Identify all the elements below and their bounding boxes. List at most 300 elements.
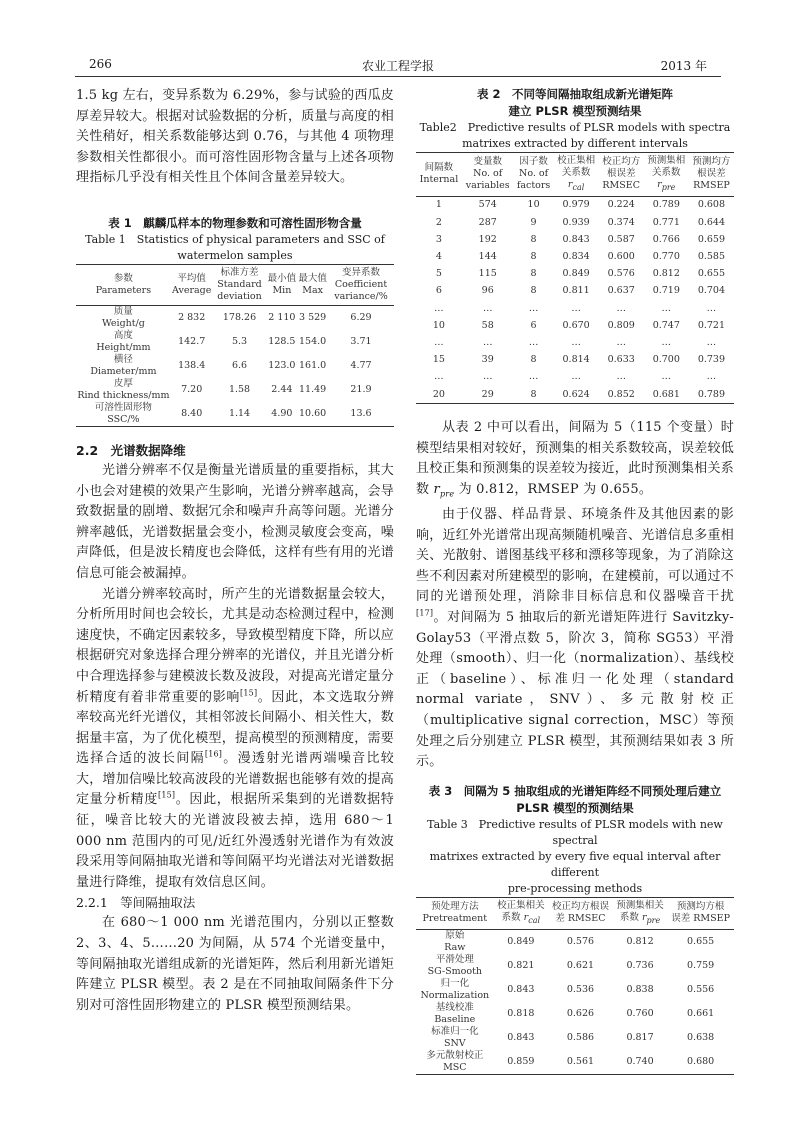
table2-cell: 0.637 xyxy=(607,285,635,297)
table1-header-cell xyxy=(267,264,298,305)
paragraph-resolution: 光谱分辨率不仅是衡量光谱质量的重要指标，其大小也会对建模的效果产生影响，光谱分辨率越高，会导致数据量的剧增、数据冗余和噪声升高等问题。光谱分辨率越低，光谱数据量会变小，检测灵敏度会变高，噪声降低，但是波长精度也会降低，这样有些有用的光谱信息可能会被漏掉。 xyxy=(76,462,394,581)
table2-cell: 287 xyxy=(478,216,497,228)
symbol-r: r xyxy=(433,481,440,497)
right-column xyxy=(416,86,734,1075)
header-line-1: 预测集相 xyxy=(647,155,686,166)
table2-cell: 0.704 xyxy=(697,285,726,297)
table1-value-cell: 128.5 xyxy=(268,335,296,347)
param-en: Rind thickness/mm xyxy=(77,389,170,401)
table3-row xyxy=(416,978,734,1002)
table2-cell: … xyxy=(571,371,581,383)
table1-header-cell xyxy=(171,264,213,305)
table3-value-cell: 0.736 xyxy=(626,959,654,971)
table1-value-cell: 6.6 xyxy=(231,359,248,371)
table1-value-cell: 1.58 xyxy=(228,383,251,395)
header-line-1: 间隔数 xyxy=(424,162,454,174)
table1-value-cell: 138.4 xyxy=(178,359,206,371)
table1-header-cell xyxy=(328,264,394,305)
header-subscript: cal xyxy=(572,182,585,192)
table3-row xyxy=(416,1050,734,1075)
table2-row xyxy=(416,231,734,248)
table2-cell: … xyxy=(616,371,626,383)
header-line-2: No. of xyxy=(519,168,549,180)
table3-method-cell xyxy=(416,954,494,978)
table2-caption-en-1: Table2 Predictive results of PLSR models with spectra xyxy=(419,121,731,134)
table1-row xyxy=(76,354,394,378)
table3-value-cell: 0.556 xyxy=(687,983,715,995)
table3-caption-en-1: Table 3 Predictive results of PLSR models with new spectral xyxy=(427,817,723,847)
table2-cell: 0.670 xyxy=(562,319,590,331)
method-en: SNV xyxy=(443,1037,466,1049)
table3-method-cell xyxy=(416,929,494,954)
table3-value-cell: 0.561 xyxy=(548,1050,613,1075)
table1-value-cell: 4.90 xyxy=(267,402,298,427)
header-cn: 最小值 xyxy=(267,272,297,284)
symbol-subscript: pre xyxy=(439,489,455,499)
table1-value-cell: 123.0 xyxy=(268,359,296,371)
header-cn: 变异系数 xyxy=(341,266,380,278)
table2-cell: 0.719 xyxy=(652,285,680,297)
table3-caption-cn-2: PLSR 模型的预测结果 xyxy=(516,800,634,815)
table3-value-cell: 0.680 xyxy=(667,1050,734,1075)
paragraph-preprocessing xyxy=(416,505,734,773)
table2-cell: 29 xyxy=(462,386,514,404)
table1-value-cell: 2.44 xyxy=(271,383,293,395)
table3-value-cell: 0.838 xyxy=(626,983,654,995)
citation-17: [17] xyxy=(416,608,434,618)
table3-method-cell xyxy=(416,978,494,1002)
header-line-1: 预测均方根 xyxy=(676,901,725,913)
header-en: Average xyxy=(171,284,212,296)
table2-cell: 8 xyxy=(530,268,537,280)
table1-row xyxy=(76,330,394,354)
table2-cell: 0.771 xyxy=(652,216,680,228)
table1-value-cell: 178.26 xyxy=(222,311,257,323)
header-line-3: RMSEP xyxy=(693,180,730,192)
header-line-3: factors xyxy=(516,180,551,192)
table2-cell: … xyxy=(706,302,717,314)
table1-row xyxy=(76,378,394,402)
table2-cell: … xyxy=(661,371,672,383)
table1-value-cell: 10.60 xyxy=(297,402,328,427)
table2-cell: 0.812 xyxy=(652,268,680,280)
table2-cell: 115 xyxy=(478,268,497,280)
paragraph-resolution-high xyxy=(76,585,394,894)
table1-row xyxy=(76,402,394,427)
table2-cell: … xyxy=(616,336,626,348)
table1-param-cell xyxy=(76,402,171,427)
table2-row xyxy=(416,196,734,214)
table1-value-cell: 142.7 xyxy=(178,335,206,347)
table2-cell: 0.739 xyxy=(697,354,726,366)
table1-header-cell xyxy=(76,264,171,305)
table1 xyxy=(76,264,394,427)
citation-16: [16] xyxy=(204,749,223,759)
table1-value-cell: 8.40 xyxy=(171,402,213,427)
method-en: Baseline xyxy=(434,1013,476,1025)
table2-caption-cn-2: 建立 PLSR 模型预测结果 xyxy=(508,104,642,118)
table2-cell: 0.576 xyxy=(607,268,635,280)
table1-header-cell xyxy=(213,264,267,305)
table2-header-cell xyxy=(514,153,554,197)
table2-cell: … xyxy=(706,371,717,383)
journal-year: 2013 年 xyxy=(660,59,707,73)
table1-value-cell: 3.71 xyxy=(350,335,372,347)
text-span: 。漫透射光谱两端噪音比较大，增加信噪比较高波段的光谱数据也能够有效的提高定量分析精度 xyxy=(76,751,394,808)
table3-header-cell xyxy=(494,897,548,929)
table2-row xyxy=(416,266,734,283)
param-en: Weight/g xyxy=(101,317,145,329)
header-subscript: pre xyxy=(646,915,661,925)
header-line-1: 校正集相 xyxy=(557,155,596,166)
table2-cell: … xyxy=(528,336,539,348)
header-line-1: 预处理方法 xyxy=(431,901,479,913)
header-cn: 参数 xyxy=(113,272,133,284)
table2-header-cell xyxy=(644,153,689,197)
table2-cell: 6 xyxy=(435,285,442,297)
table2-cell: 2 xyxy=(435,216,442,228)
table2-cell: … xyxy=(661,336,672,348)
table2-row xyxy=(416,317,734,334)
table2-cell: 0.809 xyxy=(607,319,635,331)
header-line-1: 校正均方 xyxy=(602,156,641,168)
table2-cell: 0.700 xyxy=(652,354,680,366)
table2-cell: 0.814 xyxy=(562,354,590,366)
table3-value-cell: 0.655 xyxy=(687,935,715,947)
header-line-1: 预测均方 xyxy=(692,156,731,168)
table1-value-cell: 13.6 xyxy=(328,402,394,427)
table2-cell: 192 xyxy=(478,233,497,245)
table1-value-cell: 5.3 xyxy=(231,335,248,347)
citation-15: [15] xyxy=(240,688,258,698)
text-span: 。对间隔为 5 抽取后的新光谱矩阵进行 Savitzky-Golay53（平滑点数 5，阶次 3，简称 SG53）平滑处理（smooth）、归一化（normalization）、基线校正（baseline）、标准归一化处理（standard normal variate，SNV）、多元散射校正（multiplicative signal correction，MSC）等预处理之后分别建立 PLSR 模型，其预测结果如表 3 所示。 xyxy=(416,610,734,770)
table2-cell: 58 xyxy=(481,319,494,331)
table1-value-cell: 7.20 xyxy=(181,383,203,395)
table3-caption-en-3: pre-processing methods xyxy=(507,881,643,895)
table2-cell: 8 xyxy=(530,354,537,366)
table2-header-cell xyxy=(689,153,734,197)
table2-cell: 8 xyxy=(530,233,537,245)
header-line-3: r xyxy=(657,179,662,190)
method-en: MSC xyxy=(443,1061,467,1073)
table2-cell: 0.789 xyxy=(652,199,680,211)
header-en: Min xyxy=(272,284,292,296)
table2-cell: 0.979 xyxy=(562,199,590,211)
table1-param-cell xyxy=(76,354,171,378)
header-cn: 最大值 xyxy=(298,272,327,284)
param-cn: 皮厚 xyxy=(113,377,133,389)
method-cn: 基线校准 xyxy=(435,1001,474,1013)
text-span: 从表 2 中可以看出，间隔为 5（115 个变量）时模型结果相对较好，预测集的相关系数较高，误差较低且校正集和预测集的误差较为接近，此时预测集相关系数 xyxy=(416,420,734,497)
table1-value-cell: 6.29 xyxy=(350,311,372,323)
method-en: Raw xyxy=(444,941,466,953)
method-cn: 原始 xyxy=(445,929,465,941)
table3-value-cell: 0.576 xyxy=(566,935,595,947)
table3-row xyxy=(416,1026,734,1050)
page-header xyxy=(75,56,721,77)
table2-cell: 0.633 xyxy=(607,354,635,366)
table2-cell: 0.939 xyxy=(562,216,590,228)
table1-value-cell: 21.9 xyxy=(350,383,372,395)
table3-value-cell: 0.849 xyxy=(507,935,535,947)
header-symbol: r xyxy=(523,911,529,923)
table2-cell: 8 xyxy=(514,386,554,404)
method-cn: 平滑处理 xyxy=(435,953,474,965)
table3-value-cell: 0.859 xyxy=(494,1050,548,1075)
table2-cell: 0.834 xyxy=(562,251,590,263)
table2-cell: … xyxy=(706,336,717,348)
header-line-1: 预测集相关 xyxy=(616,899,664,911)
table3-value-cell: 0.536 xyxy=(566,983,595,995)
table2-cell: 8 xyxy=(530,251,537,263)
text-span: 光谱分辨率较高时，所产生的光谱数据量会较大，分析所用时间也会较长，尤其是动态检测过程中，检测速度快，不确定因素较多，导致模型精度下降，所以应根据研究对象选择合理分辨率的光谱仪，并且光谱分析中合理选择参与建模波长数及波段，对提高光谱定量分析精度有着非常重要的影响 xyxy=(76,586,394,705)
table2-cell: 4 xyxy=(435,251,442,263)
table2-cell: 0.600 xyxy=(607,251,635,263)
table2-cell: … xyxy=(434,371,444,383)
table2-cell: 10 xyxy=(527,199,540,211)
paragraph-intro: 1.5 kg 左右，变异系数为 6.29%，参与试验的西瓜皮厚差异较大。根据对试验数据的分析，质量与高度的相关性稍好，相关系数能够达到 0.76，与其他 4 项物理参数相关性都很小。而可溶性固形物含量与上述各项物理指标几乎没有相关性且个体间含量差异较大。 xyxy=(76,88,394,186)
param-en: Height/mm xyxy=(96,341,151,353)
header-en: Max xyxy=(302,284,323,296)
left-column xyxy=(76,86,394,1016)
table2-cell: 0.852 xyxy=(599,386,644,404)
table2-cell: 144 xyxy=(478,251,497,263)
table2-row xyxy=(416,334,734,351)
table2-row xyxy=(416,369,734,386)
table2-cell: … xyxy=(482,371,493,383)
table2-cell: 0.849 xyxy=(562,268,590,280)
table1-param-cell xyxy=(76,305,171,330)
table2-row xyxy=(416,248,734,265)
method-en: Normalization xyxy=(420,989,490,1001)
header-cn: 平均值 xyxy=(177,272,206,284)
table2-cell: 15 xyxy=(432,354,445,366)
table3-value-cell: 0.661 xyxy=(687,1007,715,1019)
table1-param-cell xyxy=(76,378,171,402)
header-cn: 标准方差 xyxy=(220,266,259,278)
table1-value-cell: 4.77 xyxy=(350,359,372,371)
page-number: 266 xyxy=(89,57,112,71)
table2-cell: 0.766 xyxy=(652,233,680,245)
table3-value-cell: 0.740 xyxy=(613,1050,667,1075)
table3-value-cell: 0.759 xyxy=(687,959,715,971)
param-cn: 横径 xyxy=(113,353,133,365)
table2-cell: 0.811 xyxy=(562,285,590,297)
table2-cell: … xyxy=(661,302,672,314)
table1-value-cell: 3 529 xyxy=(299,311,327,323)
table1-value-cell: 11.49 xyxy=(299,383,327,395)
method-cn: 标准归一化 xyxy=(431,1025,479,1037)
table1-caption-en-2: watermelon samples xyxy=(177,248,293,262)
header-line-3: RMSEC xyxy=(602,180,640,192)
header-line-2: 关系数 xyxy=(561,167,591,178)
text-span: 。因此，本文选取分辨率较高光纤光谱仪，其相邻波长间隔小、相关性大，数据量丰富，为了优化模型，提高模型的预测精度，需要选择合适的波长间隔 xyxy=(76,689,394,767)
table3-value-cell: 0.818 xyxy=(507,1007,535,1019)
table2-block xyxy=(416,86,734,404)
table2-cell: … xyxy=(571,302,581,314)
table2-header-cell xyxy=(554,153,599,197)
header-en: Standard deviation xyxy=(217,278,262,302)
table3-value-cell: 0.586 xyxy=(566,1031,595,1043)
table2-cell: … xyxy=(434,302,444,314)
table2-cell: 8 xyxy=(530,285,537,297)
table2-row xyxy=(416,352,734,369)
param-en: Diameter/mm xyxy=(90,365,157,377)
table2 xyxy=(416,152,734,404)
table2-caption-cn-1: 表 2 不同等间隔抽取组成新光谱矩阵 xyxy=(476,87,673,101)
table2-cell: 0.585 xyxy=(697,251,726,263)
table2-cell: 96 xyxy=(481,285,494,297)
table1-param-cell xyxy=(76,330,171,354)
table2-cell: … xyxy=(528,371,539,383)
table1-value-cell: 1.14 xyxy=(213,402,267,427)
header-line-1: 校正集相关 xyxy=(497,899,545,911)
table2-row xyxy=(416,300,734,317)
table2-cell: … xyxy=(482,336,493,348)
table2-cell: 1 xyxy=(435,199,442,211)
header-subscript: cal xyxy=(528,915,541,925)
journal-name: 农业工程学报 xyxy=(361,59,434,73)
table3-header-cell xyxy=(548,897,613,929)
table2-cell: … xyxy=(482,302,493,314)
table2-cell: 5 xyxy=(435,268,442,280)
header-line-2: 系数 xyxy=(501,911,524,923)
table2-header-cell xyxy=(416,153,462,197)
section-heading-2-2: 2.2 光谱数据降维 xyxy=(76,442,186,458)
table3-value-cell: 0.812 xyxy=(626,935,654,947)
table3-header-cell xyxy=(613,897,667,929)
table3-block xyxy=(416,783,734,1075)
header-line-2: 关系数 xyxy=(652,167,681,178)
header-line-1: 变量数 xyxy=(473,156,502,168)
table1-caption-cn: 表 1 麒麟瓜样本的物理参数和可溶性固形物含量 xyxy=(108,215,362,230)
table1-block xyxy=(76,215,394,427)
table2-cell: 0.681 xyxy=(644,386,689,404)
table3-value-cell: 0.760 xyxy=(626,1007,654,1019)
header-subscript: pre xyxy=(661,182,676,192)
header-line-3: variables xyxy=(465,180,510,192)
table2-header-cell xyxy=(462,153,514,197)
table2-cell: 0.721 xyxy=(697,319,726,331)
table1-row xyxy=(76,305,394,330)
table3-method-cell xyxy=(416,1002,494,1026)
table3-value-cell: 0.626 xyxy=(566,1007,595,1019)
table2-cell: … xyxy=(528,302,539,314)
header-line-2: 误差 RMSEP xyxy=(671,913,730,925)
table2-row xyxy=(416,214,734,231)
table3-header-cell xyxy=(416,897,494,929)
header-line-2: Internal xyxy=(419,174,459,186)
header-line-1: 因子数 xyxy=(519,156,548,168)
param-cn: 质量 xyxy=(113,305,133,317)
table2-cell: 6 xyxy=(530,319,537,331)
table2-cell: 0.789 xyxy=(689,386,734,404)
table2-cell: 0.587 xyxy=(607,233,635,245)
header-en: Coefficient variance/% xyxy=(334,278,388,302)
table2-cell: 39 xyxy=(481,354,494,366)
text-span: 。因此，根据所采集到的光谱数据特征，噪音比较大的光谱波段被去掉，选用 680～1 000 nm 范围内的可见/近红外漫透射光谱作为有效波段采用等间隔抽取光谱和等间隔平均光谱法对光谱数据量进行降维，提取有效信息区间。 xyxy=(76,792,394,890)
header-line-2: 根误差 xyxy=(606,168,636,180)
table3-header-cell xyxy=(667,897,734,929)
table2-header-cell xyxy=(599,153,644,197)
table2-cell: 0.770 xyxy=(652,251,680,263)
table3-value-cell: 0.621 xyxy=(566,959,595,971)
param-cn: 可溶性固形物 xyxy=(94,401,152,413)
table3-value-cell: 0.638 xyxy=(687,1031,715,1043)
header-line-1: 校正均方根误 xyxy=(551,901,609,913)
table1-value-cell: 2 832 xyxy=(178,311,206,323)
header-line-2: Pretreatment xyxy=(422,913,488,925)
header-line-3: r xyxy=(567,179,573,190)
table3-value-cell: 0.843 xyxy=(507,983,535,995)
header-symbol: r xyxy=(641,911,647,923)
table3-method-cell xyxy=(416,1050,494,1075)
table2-cell: 10 xyxy=(432,319,445,331)
table1-caption-en-1: Table 1 Statistics of physical parameters and SSC of xyxy=(85,232,385,246)
table2-cell: … xyxy=(571,336,581,348)
table2-caption-en-2: matrixes extracted by different intervals xyxy=(462,137,688,150)
table3-row xyxy=(416,929,734,954)
param-cn: 高度 xyxy=(113,329,133,341)
method-en: SG-Smooth xyxy=(427,965,482,977)
table2-cell: 0.655 xyxy=(697,268,726,280)
table1-value-cell: 161.0 xyxy=(299,359,327,371)
table1-value-cell: 2 110 xyxy=(268,311,296,323)
text-span: 为 0.812，RMSEP 为 0.655。 xyxy=(454,481,653,497)
method-cn: 多元散射校正 xyxy=(426,1049,484,1061)
table2-cell: 20 xyxy=(416,386,462,404)
section-heading-2-2-1: 2.2.1 等间隔抽取法 xyxy=(76,895,196,911)
table2-row xyxy=(416,283,734,300)
table2-cell: 0.659 xyxy=(697,233,726,245)
table3-row xyxy=(416,1002,734,1026)
paragraph-table2-analysis xyxy=(416,418,734,505)
param-en: SSC/% xyxy=(107,413,140,425)
table2-cell: 9 xyxy=(530,216,537,228)
table1-header-cell xyxy=(297,264,328,305)
table3 xyxy=(416,897,734,1075)
text-span: 由于仪器、样品背景、环境条件及其他因素的影响，近红外光谱常出现高频随机噪音、光谱信息多重相关、光散射、谱图基线平移和漂移等现象，为了消除这些不利因素对所建模型的影响，在建模前，可以通过不同的光谱预处理，消除非目标信息和仪器噪音干扰 xyxy=(416,507,734,605)
table3-value-cell: 0.843 xyxy=(507,1031,535,1043)
header-line-2: No. of xyxy=(473,168,503,180)
table3-caption-en-2: matrixes extracted by every five equal interval after different xyxy=(429,849,721,879)
table2-cell: 0.644 xyxy=(697,216,726,228)
table2-cell: 574 xyxy=(478,199,497,211)
header-en: Parameters xyxy=(95,284,152,296)
table3-method-cell xyxy=(416,1026,494,1050)
table3-row xyxy=(416,954,734,978)
table2-cell: … xyxy=(434,336,444,348)
table3-caption-cn-1: 表 3 间隔为 5 抽取组成的光谱矩阵经不同预处理后建立 xyxy=(428,783,722,798)
header-line-2: 系数 xyxy=(619,911,642,923)
table2-cell: 0.843 xyxy=(562,233,590,245)
header-line-2: 根误差 xyxy=(697,168,726,180)
table2-cell: 0.374 xyxy=(607,216,635,228)
header-line-2: 差 RMSEC xyxy=(555,913,606,925)
table2-cell: 0.624 xyxy=(554,386,599,404)
table2-cell: 3 xyxy=(435,233,442,245)
table3-value-cell: 0.821 xyxy=(507,959,535,971)
table2-cell: 0.747 xyxy=(652,319,680,331)
paragraph-interval-extraction: 在 680～1 000 nm 光谱范围内，分别以正整数 2、3、4、5……20 为间隔，从 574 个光谱变量中，等间隔抽取光谱组成新的光谱矩阵，然后利用新光谱矩阵建立 PLSR 模型。表 2 是在不同抽取间隔条件下分别对可溶性固形物建立的 PLSR 模型预测结果。 xyxy=(76,915,394,1013)
citation-15: [15] xyxy=(158,791,176,801)
table2-cell: … xyxy=(616,302,626,314)
table2-cell: 0.224 xyxy=(607,199,635,211)
method-cn: 归一化 xyxy=(440,977,470,989)
table3-value-cell: 0.817 xyxy=(626,1031,654,1043)
table1-value-cell: 154.0 xyxy=(299,335,327,347)
table2-cell: 0.608 xyxy=(697,199,726,211)
